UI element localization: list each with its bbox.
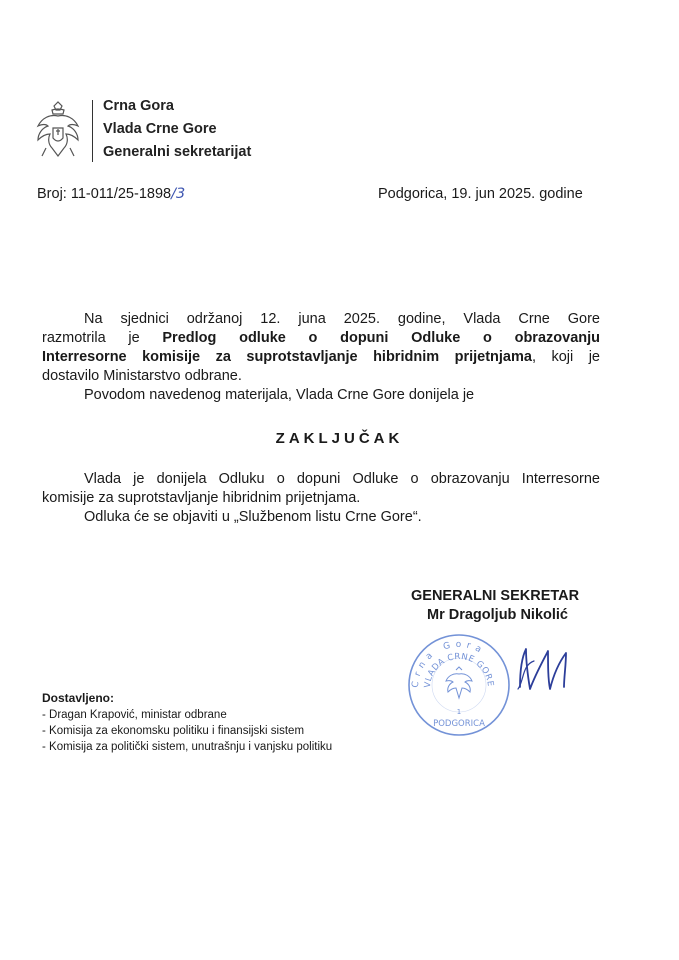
reference-number-text: Broj: 11-011/25-1898 [37, 186, 172, 202]
coat-of-arms-emblem [32, 100, 84, 162]
paragraph-1-line-3 [42, 349, 600, 365]
place-date: Podgorica, 19. jun 2025. godine [378, 186, 583, 202]
proposal-title-part-2: Interresorne komisije za suprotstavljanje hibridnim prijetnjama [42, 349, 532, 365]
paragraph-1-line-2 [42, 330, 600, 346]
distribution-item: - Dragan Krapović, ministar odbrane [42, 709, 227, 721]
stamp-city: PODGORICA [433, 719, 485, 729]
header-country: Crna Gora [103, 98, 174, 114]
distribution-item: - Komisija za politički sistem, unutrašnju i vanjsku politiku [42, 741, 333, 753]
signatory-title: GENERALNI SEKRETAR [411, 588, 580, 604]
header-divider [92, 100, 93, 162]
stamp-top-text: Crna Gora [410, 639, 488, 689]
paragraph-1-line-4: dostavilo Ministarstvo odbrane. [42, 368, 242, 384]
handwritten-suffix: /3 [171, 186, 186, 202]
distribution-title: Dostavljeno: [42, 691, 115, 705]
stamp-number: 1 [456, 708, 462, 716]
paragraph-2: Povodom navedenog materijala, Vlada Crne Gore donijela je [84, 387, 475, 403]
handwritten-signature [514, 643, 574, 695]
paragraph-1-prefix: razmotrila je [42, 330, 140, 346]
paragraph-1-line-1: Na sjednici održanoj 12. juna 2025. godine, Vlada Crne Gore [84, 311, 600, 327]
paragraph-1-suffix: , koji je [531, 349, 600, 365]
paragraph-3-line-1: Vlada je donijela Odluku o dopuni Odluke o obrazovanju Interresorne [84, 471, 600, 487]
distribution-item: - Komisija za ekonomsku politiku i finansijski sistem [42, 725, 305, 737]
paragraph-4: Odluka će se objaviti u „Službenom listu Crne Gore“. [84, 509, 422, 525]
paragraph-3-line-2: komisije za suprotstavljanje hibridnim prijetnjama. [42, 490, 361, 506]
stamp-middle-text: VLADA CRNE GORE [422, 651, 496, 689]
reference-number [37, 186, 185, 202]
header-government: Vlada Crne Gore [103, 121, 217, 137]
header-secretariat: Generalni sekretarijat [103, 144, 252, 160]
proposal-title-part-1: Predlog odluke o dopuni Odluke o obrazovanju [162, 330, 600, 346]
official-stamp [404, 630, 514, 740]
conclusion-title: ZAKLJUČAK [275, 430, 404, 447]
signatory-name: Mr Dragoljub Nikolić [427, 607, 568, 623]
